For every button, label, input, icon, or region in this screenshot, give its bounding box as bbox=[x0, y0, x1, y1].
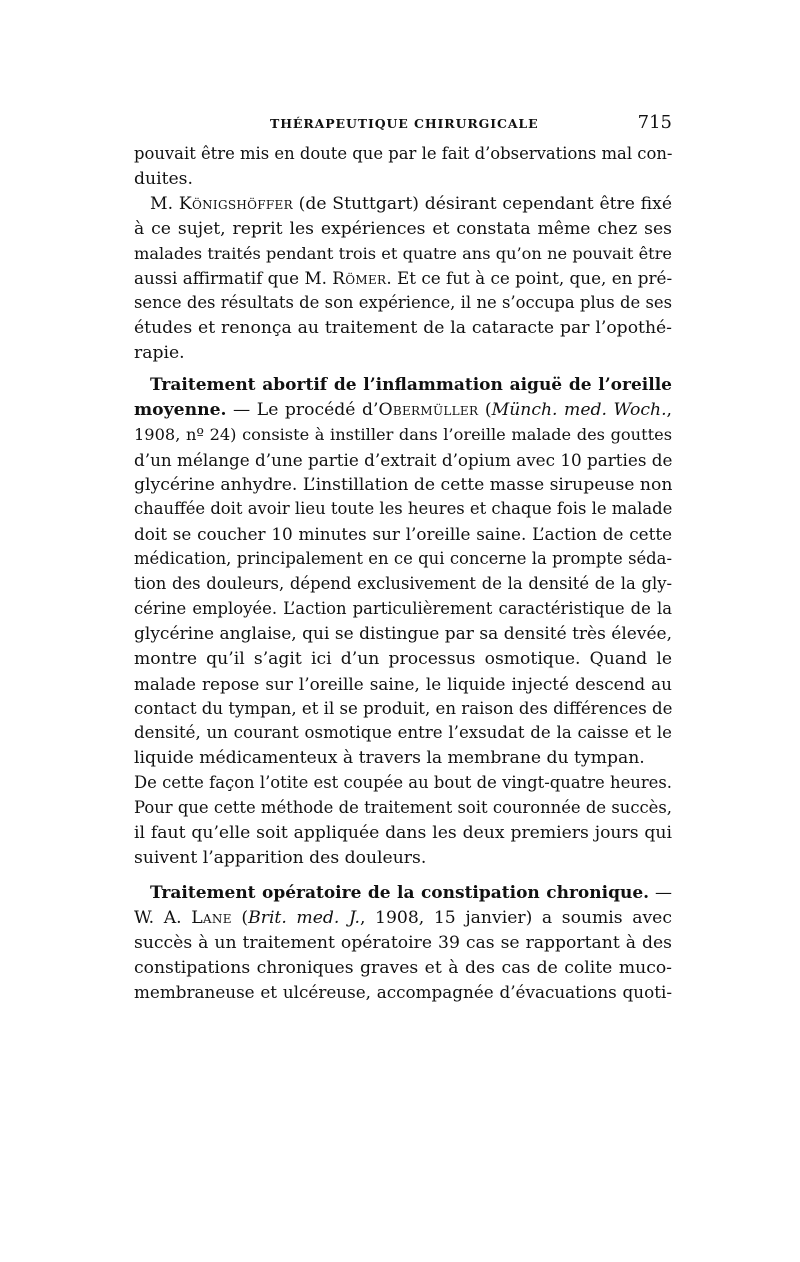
text-line: montre qu’il s’agit ici d’un processus osmotique. Quand le bbox=[134, 648, 672, 669]
section-heading bbox=[134, 881, 672, 906]
text-run: , 1908, 15 janvier) a soumis avec bbox=[359, 907, 672, 928]
text-line: cérine employée. L’action particulièrement caractéristique de la bbox=[134, 599, 672, 619]
author-name: Lane bbox=[191, 907, 232, 928]
text-run: ( bbox=[231, 907, 249, 928]
text-line: études et renonça au traitement de la cataracte par l’opothé- bbox=[134, 318, 672, 339]
text-run: — Le procédé d’ bbox=[226, 399, 379, 420]
text-line: Pour que cette méthode de traitement soit couronnée de succès, bbox=[134, 798, 672, 818]
paragraph-continuation bbox=[134, 142, 672, 192]
text-line: De cette façon l’otite est coupée au bout de vingt-quatre heures. bbox=[134, 773, 672, 793]
journal-reference: Münch. med. Woch. bbox=[491, 399, 667, 420]
text-run: aussi affirmatif que M. bbox=[134, 268, 333, 289]
text-run: W. A. bbox=[134, 907, 192, 928]
text-run: . Et ce fut à ce point, que, en pré- bbox=[386, 268, 673, 289]
text-line: il faut qu’elle soit appliquée dans les deux premiers jours qui bbox=[134, 823, 672, 844]
running-title: THÉRAPEUTIQUE CHIRURGICALE bbox=[270, 116, 539, 131]
text-line: membraneuse et ulcéreuse, accompagnée d’évacuations quoti- bbox=[134, 982, 672, 1003]
author-name: Obermüller bbox=[378, 399, 479, 420]
text-line: constipations chroniques graves et à des cas de colite muco- bbox=[134, 957, 672, 978]
text-run: — bbox=[649, 882, 673, 903]
page-number: 715 bbox=[637, 112, 672, 133]
text-line: malade repose sur l’oreille saine, le liquide injecté descend au bbox=[134, 673, 672, 694]
spacer bbox=[134, 871, 672, 881]
text-line: suivent l’apparition des douleurs. bbox=[134, 847, 427, 868]
text-line: duites. bbox=[134, 168, 193, 189]
section-otitis bbox=[134, 373, 672, 871]
heading-text: moyenne. bbox=[134, 399, 227, 420]
text-line: pouvait être mis en doute que par le fait d’observations mal con- bbox=[134, 144, 673, 163]
text-line bbox=[134, 266, 672, 291]
author-name: Römer bbox=[332, 268, 387, 289]
text-run: M. bbox=[150, 193, 179, 214]
text-line: chauffée doit avoir lieu toute les heures et chaque fois le malade bbox=[134, 499, 673, 519]
text-line: médication, principalement en ce qui concerne la prompte séda- bbox=[134, 549, 672, 569]
text-line: liquide médicamenteux à travers la membrane du tympan. bbox=[134, 748, 645, 769]
text-line: à ce sujet, reprit les expériences et constata même chez ses bbox=[134, 218, 672, 239]
text-line: tion des douleurs, dépend exclusivement de la densité de la gly- bbox=[134, 574, 672, 594]
text-line: doit se coucher 10 minutes sur l’oreille saine. L’action de cette bbox=[134, 524, 672, 545]
text-run: , bbox=[666, 399, 673, 420]
page-header bbox=[134, 112, 672, 142]
text-line bbox=[134, 906, 672, 931]
text-line: rapie. bbox=[134, 343, 185, 364]
book-page bbox=[134, 112, 672, 1005]
text-line bbox=[134, 398, 672, 423]
text-line: d’un mélange d’une partie d’extrait d’opium avec 10 parties de bbox=[134, 449, 673, 470]
heading-text: Traitement abortif de l’inflammation aiguë de l’oreille bbox=[150, 375, 672, 396]
paragraph-konigshoffer bbox=[134, 192, 672, 366]
text-run: (de Stuttgart) désirant cependant être fixé bbox=[292, 193, 672, 214]
text-run: ( bbox=[478, 399, 492, 420]
text-line: sence des résultats de son expérience, il ne s’occupa plus de ses bbox=[134, 293, 672, 313]
text-line bbox=[134, 192, 672, 217]
section-constipation bbox=[134, 881, 672, 1005]
text-line: densité, un courant osmotique entre l’exsudat de la caisse et le bbox=[134, 723, 672, 743]
text-line: 1908, nº 24) consiste à instiller dans l’oreille malade des gouttes bbox=[134, 424, 672, 444]
author-name: Königshöffer bbox=[178, 193, 293, 214]
journal-reference: Brit. med. J. bbox=[248, 907, 360, 928]
text-line: succès à un traitement opératoire 39 cas se rapportant à des bbox=[134, 932, 672, 953]
text-line: contact du tympan, et il se produit, en raison des différences de bbox=[134, 698, 673, 718]
text-line: malades traités pendant trois et quatre ans qu’on ne pouvait être bbox=[134, 243, 672, 263]
section-heading bbox=[134, 373, 672, 398]
heading-text: Traitement opératoire de la constipation chronique. bbox=[150, 882, 650, 903]
text-line: glycérine anglaise, qui se distingue par sa densité très élevée, bbox=[134, 623, 672, 644]
text-line: glycérine anhydre. L’instillation de cette masse sirupeuse non bbox=[134, 474, 673, 495]
spacer bbox=[134, 366, 672, 373]
